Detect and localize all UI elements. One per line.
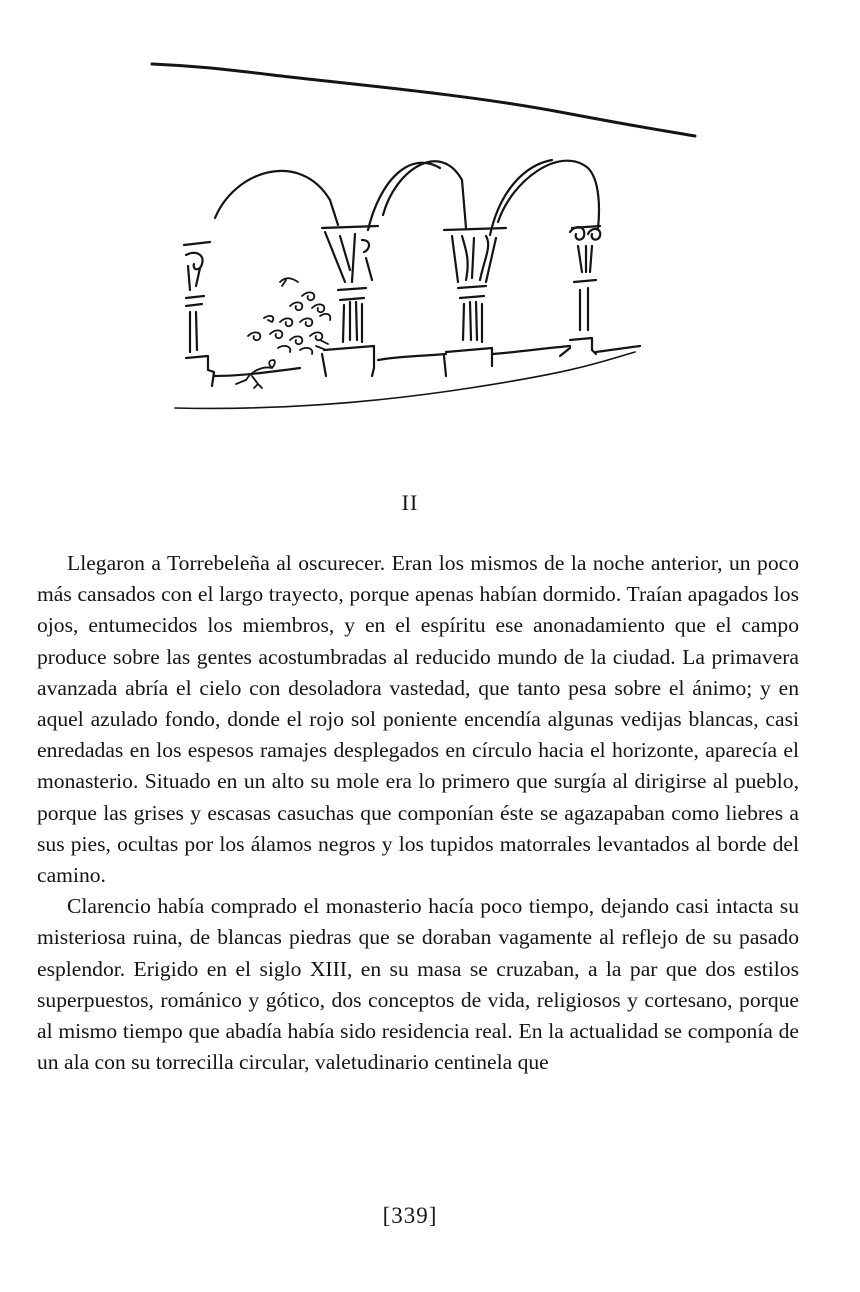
arch-1 [215,171,338,225]
cloister-arcade-illustration [140,50,710,430]
ivy-foliage [248,278,330,354]
parapet-line-1 [378,354,446,360]
paragraph-2: Clarencio había comprado el monasterio hacía poco tiempo, dejando casi intacta su misteriosa ruina, de blancas piedras que se doraban vagamente al reflejo de su pasado esplendor. Erigido en el siglo XIII, en su masa se cruzaban, a la par que dos estilos superpuestos, románico y gótico, dos conceptos de vida, religiosos y cortesano, porque al mismo tiempo que abadía había sido residencia real. En la actualidad se componía de un ala con su torrecilla circular, valetudinario centinela que [37,894,799,1075]
arch-2 [368,161,466,230]
parapet-line-2 [492,346,570,354]
parapet-line-3 [596,346,640,352]
arch-3 [490,160,599,235]
roof-line [152,64,695,136]
page-number: [339] [382,1203,438,1228]
paragraph-1: Llegaron a Torrebeleña al oscurecer. Eran los mismos de la noche anterior, un poco más cansados con el largo trayecto, porque apenas habían dormido. Traían apagados los ojos, entumecidos los miembros, y en el espíritu ese anonadamiento que el campo produce sobre las gentes acostumbradas al reducido mundo de la ciudad. La primavera avanzada abría el cielo con desoladora vastedad, que tanto pesa sobre el ánimo; y en aquel azulado fondo, donde el rojo sol poniente encendía algunas vedijas blancas, casi enredadas en los espesos ramajes desplegados en círculo hacia el horizonte, aparecía el monasterio. Situado en un alto su mole era lo primero que surgía al dirigirse al pueblo, porque las grises y escasas casuchas que componían éste se agazapaban como liebres a sus pies, ocultas por los álamos negros y los tupidos matorrales levantados al borde del camino. [37,551,799,888]
column-1 [322,226,378,376]
column-3 [560,226,600,356]
body-text [37,548,799,1078]
left-half-column [184,242,214,386]
chapter-number: II [401,490,419,515]
